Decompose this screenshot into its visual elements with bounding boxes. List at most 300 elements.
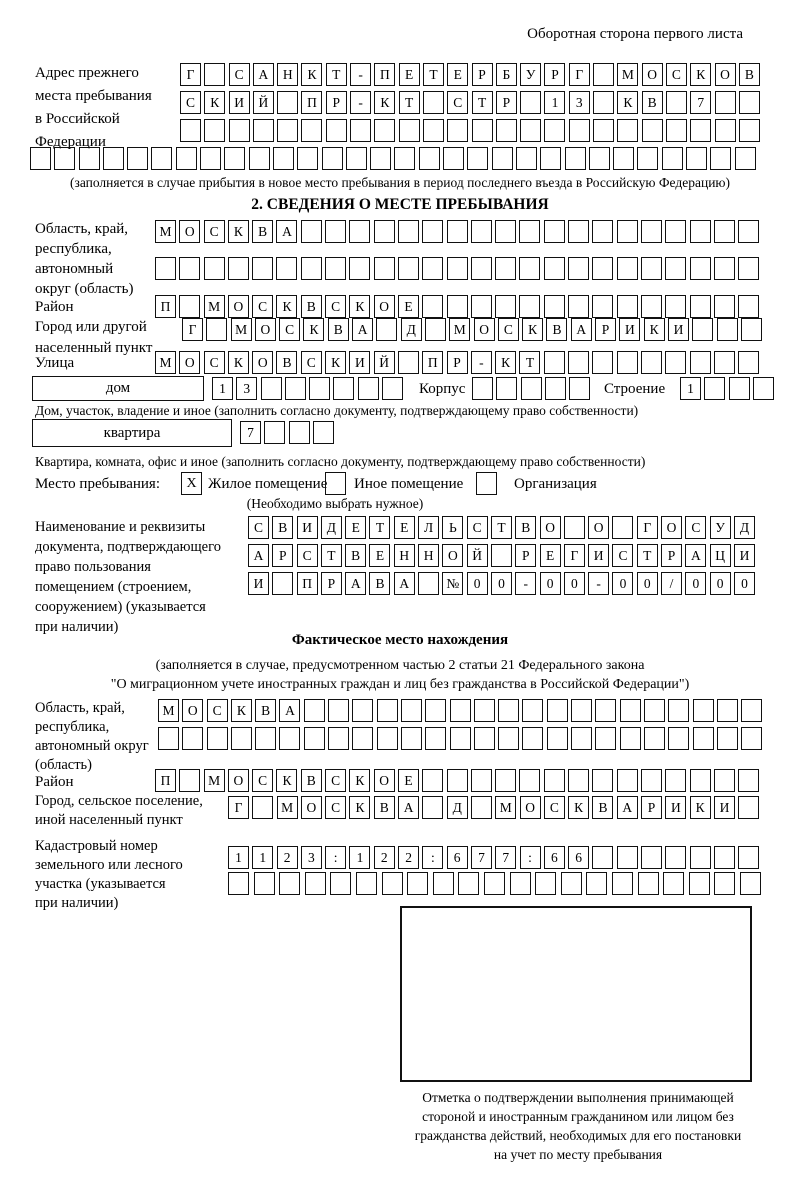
char-cell[interactable]: С — [279, 318, 300, 341]
char-cell[interactable] — [450, 699, 471, 722]
char-cell[interactable]: В — [592, 796, 613, 819]
char-cell[interactable] — [592, 846, 613, 869]
char-cell[interactable]: К — [301, 63, 322, 86]
char-cell[interactable]: М — [155, 351, 176, 374]
char-cell[interactable] — [447, 295, 468, 318]
char-cell[interactable] — [665, 220, 686, 243]
char-cell[interactable] — [207, 727, 228, 750]
char-cell[interactable]: Д — [321, 516, 342, 539]
char-cell[interactable] — [474, 699, 495, 722]
char-cell[interactable]: Т — [399, 91, 420, 114]
char-cell[interactable]: Г — [569, 63, 590, 86]
char-cell[interactable] — [717, 699, 738, 722]
char-cell[interactable]: 7 — [690, 91, 711, 114]
char-cell[interactable]: О — [520, 796, 541, 819]
char-cell[interactable] — [665, 846, 686, 869]
char-cell[interactable]: И — [588, 544, 609, 567]
char-cell[interactable] — [738, 769, 759, 792]
char-cell[interactable]: Г — [228, 796, 249, 819]
char-cell[interactable]: Р — [544, 63, 565, 86]
char-cell[interactable]: К — [690, 796, 711, 819]
char-cell[interactable]: 0 — [540, 572, 561, 595]
char-cell[interactable]: Ь — [442, 516, 463, 539]
char-cell[interactable] — [663, 872, 684, 895]
char-cell[interactable] — [370, 147, 391, 170]
char-cell[interactable] — [158, 727, 179, 750]
char-cell[interactable] — [349, 220, 370, 243]
char-cell[interactable]: 3 — [569, 91, 590, 114]
char-cell[interactable] — [458, 872, 479, 895]
char-cell[interactable]: Д — [734, 516, 755, 539]
char-cell[interactable]: 1 — [212, 377, 233, 400]
char-cell[interactable]: Е — [394, 516, 415, 539]
char-cell[interactable]: С — [325, 295, 346, 318]
char-cell[interactable]: В — [374, 796, 395, 819]
char-cell[interactable]: Р — [447, 351, 468, 374]
char-cell[interactable] — [586, 872, 607, 895]
char-cell[interactable] — [641, 295, 662, 318]
char-cell[interactable] — [249, 147, 270, 170]
char-cell[interactable] — [592, 257, 613, 280]
char-cell[interactable]: О — [374, 769, 395, 792]
char-cell[interactable] — [356, 872, 377, 895]
char-cell[interactable]: О — [540, 516, 561, 539]
char-cell[interactable]: К — [617, 91, 638, 114]
char-cell[interactable] — [568, 769, 589, 792]
char-cell[interactable] — [304, 699, 325, 722]
char-cell[interactable]: С — [252, 769, 273, 792]
char-cell[interactable] — [662, 147, 683, 170]
char-cell[interactable]: В — [272, 516, 293, 539]
char-cell[interactable]: - — [471, 351, 492, 374]
char-cell[interactable]: И — [619, 318, 640, 341]
char-cell[interactable] — [714, 220, 735, 243]
char-cell[interactable] — [592, 220, 613, 243]
char-cell[interactable] — [289, 421, 310, 444]
char-cell[interactable]: В — [301, 769, 322, 792]
char-cell[interactable]: Г — [182, 318, 203, 341]
char-cell[interactable] — [668, 727, 689, 750]
char-cell[interactable]: С — [180, 91, 201, 114]
char-cell[interactable] — [520, 91, 541, 114]
char-cell[interactable]: Е — [398, 295, 419, 318]
char-cell[interactable] — [471, 295, 492, 318]
char-cell[interactable] — [547, 699, 568, 722]
char-cell[interactable]: А — [345, 572, 366, 595]
char-cell[interactable]: О — [228, 769, 249, 792]
char-cell[interactable] — [305, 872, 326, 895]
char-cell[interactable] — [617, 119, 638, 142]
char-cell[interactable]: : — [325, 846, 346, 869]
char-cell[interactable]: О — [252, 351, 273, 374]
char-cell[interactable]: М — [204, 769, 225, 792]
char-cell[interactable] — [447, 257, 468, 280]
char-cell[interactable]: Г — [180, 63, 201, 86]
char-cell[interactable] — [229, 119, 250, 142]
char-cell[interactable]: 2 — [374, 846, 395, 869]
char-cell[interactable] — [714, 295, 735, 318]
char-cell[interactable]: К — [276, 769, 297, 792]
char-cell[interactable] — [471, 769, 492, 792]
char-cell[interactable] — [272, 572, 293, 595]
char-cell[interactable] — [693, 699, 714, 722]
char-cell[interactable] — [690, 257, 711, 280]
char-cell[interactable]: 7 — [495, 846, 516, 869]
char-cell[interactable] — [79, 147, 100, 170]
char-cell[interactable] — [352, 699, 373, 722]
char-cell[interactable]: М — [277, 796, 298, 819]
char-cell[interactable]: А — [253, 63, 274, 86]
char-cell[interactable] — [692, 318, 713, 341]
char-cell[interactable]: С — [498, 318, 519, 341]
char-cell[interactable] — [471, 796, 492, 819]
char-cell[interactable] — [617, 846, 638, 869]
char-cell[interactable] — [349, 257, 370, 280]
char-cell[interactable] — [328, 727, 349, 750]
char-cell[interactable] — [569, 377, 590, 400]
char-cell[interactable] — [377, 727, 398, 750]
char-cell[interactable] — [495, 257, 516, 280]
char-cell[interactable] — [740, 872, 761, 895]
char-cell[interactable] — [309, 377, 330, 400]
char-cell[interactable] — [330, 872, 351, 895]
char-cell[interactable]: Р — [326, 91, 347, 114]
char-cell[interactable]: 3 — [301, 846, 322, 869]
char-cell[interactable]: 0 — [710, 572, 731, 595]
char-cell[interactable]: В — [301, 295, 322, 318]
char-cell[interactable] — [297, 147, 318, 170]
char-cell[interactable] — [304, 727, 325, 750]
char-cell[interactable] — [447, 769, 468, 792]
char-cell[interactable]: К — [374, 91, 395, 114]
char-cell[interactable] — [231, 727, 252, 750]
char-cell[interactable] — [617, 351, 638, 374]
apartment-type-box[interactable]: квартира — [32, 419, 232, 447]
char-cell[interactable] — [422, 769, 443, 792]
char-cell[interactable]: Р — [496, 91, 517, 114]
char-cell[interactable] — [544, 257, 565, 280]
char-cell[interactable]: М — [158, 699, 179, 722]
char-cell[interactable]: 0 — [637, 572, 658, 595]
char-cell[interactable] — [54, 147, 75, 170]
char-cell[interactable]: О — [179, 351, 200, 374]
char-cell[interactable] — [620, 727, 641, 750]
char-cell[interactable] — [252, 257, 273, 280]
char-cell[interactable] — [520, 119, 541, 142]
char-cell[interactable] — [569, 119, 590, 142]
char-cell[interactable]: Е — [447, 63, 468, 86]
char-cell[interactable] — [401, 727, 422, 750]
char-cell[interactable]: М — [617, 63, 638, 86]
char-cell[interactable] — [544, 220, 565, 243]
char-cell[interactable] — [690, 295, 711, 318]
char-cell[interactable] — [668, 699, 689, 722]
char-cell[interactable]: И — [668, 318, 689, 341]
char-cell[interactable] — [471, 220, 492, 243]
char-cell[interactable]: С — [297, 544, 318, 567]
char-cell[interactable]: У — [710, 516, 731, 539]
char-cell[interactable] — [325, 220, 346, 243]
char-cell[interactable]: К — [568, 796, 589, 819]
char-cell[interactable] — [666, 119, 687, 142]
char-cell[interactable]: - — [350, 63, 371, 86]
char-cell[interactable] — [382, 872, 403, 895]
char-cell[interactable] — [641, 351, 662, 374]
char-cell[interactable] — [422, 295, 443, 318]
char-cell[interactable] — [666, 91, 687, 114]
char-cell[interactable] — [565, 147, 586, 170]
char-cell[interactable] — [595, 699, 616, 722]
char-cell[interactable] — [374, 257, 395, 280]
char-cell[interactable]: П — [301, 91, 322, 114]
char-cell[interactable] — [690, 351, 711, 374]
char-cell[interactable] — [352, 727, 373, 750]
char-cell[interactable] — [496, 119, 517, 142]
char-cell[interactable]: В — [252, 220, 273, 243]
char-cell[interactable]: Й — [253, 91, 274, 114]
char-cell[interactable] — [423, 119, 444, 142]
char-cell[interactable]: О — [182, 699, 203, 722]
char-cell[interactable]: Е — [398, 769, 419, 792]
char-cell[interactable]: М — [204, 295, 225, 318]
char-cell[interactable]: С — [666, 63, 687, 86]
char-cell[interactable] — [474, 727, 495, 750]
char-cell[interactable] — [346, 147, 367, 170]
char-cell[interactable] — [741, 699, 762, 722]
char-cell[interactable]: М — [231, 318, 252, 341]
char-cell[interactable] — [495, 220, 516, 243]
char-cell[interactable]: А — [394, 572, 415, 595]
char-cell[interactable] — [714, 769, 735, 792]
char-cell[interactable] — [714, 872, 735, 895]
char-cell[interactable] — [301, 119, 322, 142]
char-cell[interactable] — [592, 295, 613, 318]
char-cell[interactable] — [252, 796, 273, 819]
char-cell[interactable]: Е — [369, 544, 390, 567]
char-cell[interactable]: А — [248, 544, 269, 567]
char-cell[interactable]: 1 — [544, 91, 565, 114]
char-cell[interactable] — [182, 727, 203, 750]
char-cell[interactable]: В — [369, 572, 390, 595]
char-cell[interactable] — [498, 727, 519, 750]
char-cell[interactable] — [617, 769, 638, 792]
char-cell[interactable]: К — [204, 91, 225, 114]
char-cell[interactable]: Т — [423, 63, 444, 86]
char-cell[interactable] — [545, 377, 566, 400]
char-cell[interactable] — [313, 421, 334, 444]
char-cell[interactable]: С — [301, 351, 322, 374]
char-cell[interactable] — [738, 257, 759, 280]
char-cell[interactable] — [484, 872, 505, 895]
char-cell[interactable] — [753, 377, 774, 400]
char-cell[interactable]: И — [248, 572, 269, 595]
char-cell[interactable] — [255, 727, 276, 750]
char-cell[interactable] — [568, 351, 589, 374]
char-cell[interactable] — [301, 220, 322, 243]
char-cell[interactable] — [204, 257, 225, 280]
char-cell[interactable] — [322, 147, 343, 170]
char-cell[interactable] — [418, 572, 439, 595]
char-cell[interactable]: П — [155, 769, 176, 792]
char-cell[interactable] — [641, 257, 662, 280]
char-cell[interactable]: Г — [564, 544, 585, 567]
char-cell[interactable]: С — [685, 516, 706, 539]
char-cell[interactable] — [564, 516, 585, 539]
char-cell[interactable]: В — [515, 516, 536, 539]
char-cell[interactable]: 6 — [544, 846, 565, 869]
char-cell[interactable] — [151, 147, 172, 170]
char-cell[interactable]: 1 — [228, 846, 249, 869]
char-cell[interactable] — [568, 257, 589, 280]
char-cell[interactable] — [717, 727, 738, 750]
char-cell[interactable]: А — [571, 318, 592, 341]
char-cell[interactable] — [285, 377, 306, 400]
char-cell[interactable] — [423, 91, 444, 114]
char-cell[interactable]: К — [325, 351, 346, 374]
char-cell[interactable] — [443, 147, 464, 170]
char-cell[interactable] — [419, 147, 440, 170]
char-cell[interactable]: А — [617, 796, 638, 819]
char-cell[interactable] — [665, 351, 686, 374]
char-cell[interactable] — [176, 147, 197, 170]
stay-checkbox-organization[interactable] — [476, 472, 497, 495]
char-cell[interactable] — [425, 699, 446, 722]
char-cell[interactable] — [491, 544, 512, 567]
char-cell[interactable]: О — [179, 220, 200, 243]
char-cell[interactable]: Т — [472, 91, 493, 114]
char-cell[interactable] — [398, 257, 419, 280]
char-cell[interactable] — [741, 727, 762, 750]
char-cell[interactable]: 0 — [564, 572, 585, 595]
char-cell[interactable] — [617, 220, 638, 243]
char-cell[interactable]: М — [449, 318, 470, 341]
char-cell[interactable] — [522, 699, 543, 722]
char-cell[interactable]: К — [228, 220, 249, 243]
char-cell[interactable] — [571, 699, 592, 722]
char-cell[interactable] — [179, 295, 200, 318]
char-cell[interactable] — [450, 727, 471, 750]
char-cell[interactable] — [326, 119, 347, 142]
char-cell[interactable] — [253, 119, 274, 142]
char-cell[interactable] — [224, 147, 245, 170]
char-cell[interactable]: Р — [641, 796, 662, 819]
char-cell[interactable]: С — [325, 769, 346, 792]
char-cell[interactable] — [433, 872, 454, 895]
char-cell[interactable]: К — [690, 63, 711, 86]
char-cell[interactable] — [568, 220, 589, 243]
char-cell[interactable]: Н — [394, 544, 415, 567]
char-cell[interactable]: Д — [401, 318, 422, 341]
char-cell[interactable]: И — [297, 516, 318, 539]
char-cell[interactable] — [644, 699, 665, 722]
char-cell[interactable] — [261, 377, 282, 400]
char-cell[interactable] — [495, 295, 516, 318]
char-cell[interactable] — [714, 257, 735, 280]
char-cell[interactable]: Н — [277, 63, 298, 86]
char-cell[interactable]: К — [349, 769, 370, 792]
char-cell[interactable] — [544, 351, 565, 374]
char-cell[interactable]: И — [229, 91, 250, 114]
char-cell[interactable]: Е — [540, 544, 561, 567]
char-cell[interactable]: Е — [345, 516, 366, 539]
char-cell[interactable]: О — [374, 295, 395, 318]
char-cell[interactable] — [180, 119, 201, 142]
char-cell[interactable] — [613, 147, 634, 170]
char-cell[interactable] — [612, 872, 633, 895]
char-cell[interactable]: Й — [374, 351, 395, 374]
char-cell[interactable]: 7 — [240, 421, 261, 444]
char-cell[interactable] — [690, 220, 711, 243]
char-cell[interactable] — [179, 769, 200, 792]
char-cell[interactable] — [279, 872, 300, 895]
char-cell[interactable]: В — [546, 318, 567, 341]
char-cell[interactable]: А — [352, 318, 373, 341]
char-cell[interactable] — [264, 421, 285, 444]
stay-checkbox-residential[interactable]: X — [181, 472, 202, 495]
char-cell[interactable]: 3 — [236, 377, 257, 400]
char-cell[interactable]: Р — [595, 318, 616, 341]
char-cell[interactable] — [544, 119, 565, 142]
char-cell[interactable]: Д — [447, 796, 468, 819]
char-cell[interactable] — [279, 727, 300, 750]
char-cell[interactable] — [398, 220, 419, 243]
char-cell[interactable] — [206, 318, 227, 341]
char-cell[interactable] — [540, 147, 561, 170]
char-cell[interactable]: 6 — [447, 846, 468, 869]
char-cell[interactable]: К — [522, 318, 543, 341]
char-cell[interactable] — [689, 872, 710, 895]
char-cell[interactable] — [522, 727, 543, 750]
char-cell[interactable] — [358, 377, 379, 400]
char-cell[interactable] — [741, 318, 762, 341]
char-cell[interactable]: Н — [418, 544, 439, 567]
char-cell[interactable] — [592, 351, 613, 374]
char-cell[interactable]: М — [155, 220, 176, 243]
char-cell[interactable]: 1 — [252, 846, 273, 869]
char-cell[interactable] — [593, 63, 614, 86]
char-cell[interactable] — [425, 318, 446, 341]
char-cell[interactable]: Т — [519, 351, 540, 374]
char-cell[interactable] — [738, 351, 759, 374]
char-cell[interactable]: : — [520, 846, 541, 869]
char-cell[interactable]: О — [228, 295, 249, 318]
char-cell[interactable]: П — [155, 295, 176, 318]
char-cell[interactable] — [472, 119, 493, 142]
char-cell[interactable]: И — [665, 796, 686, 819]
char-cell[interactable]: 0 — [491, 572, 512, 595]
char-cell[interactable] — [155, 257, 176, 280]
char-cell[interactable]: С — [612, 544, 633, 567]
char-cell[interactable] — [422, 220, 443, 243]
char-cell[interactable] — [693, 727, 714, 750]
char-cell[interactable]: И — [349, 351, 370, 374]
char-cell[interactable]: 2 — [277, 846, 298, 869]
char-cell[interactable] — [715, 119, 736, 142]
char-cell[interactable]: Ц — [710, 544, 731, 567]
char-cell[interactable] — [612, 516, 633, 539]
char-cell[interactable] — [644, 727, 665, 750]
char-cell[interactable]: О — [474, 318, 495, 341]
char-cell[interactable] — [398, 351, 419, 374]
house-type-box[interactable]: дом — [32, 376, 204, 401]
char-cell[interactable] — [401, 699, 422, 722]
char-cell[interactable] — [496, 377, 517, 400]
char-cell[interactable]: Б — [496, 63, 517, 86]
char-cell[interactable] — [422, 257, 443, 280]
char-cell[interactable]: 1 — [680, 377, 701, 400]
char-cell[interactable]: Г — [637, 516, 658, 539]
char-cell[interactable]: 6 — [568, 846, 589, 869]
